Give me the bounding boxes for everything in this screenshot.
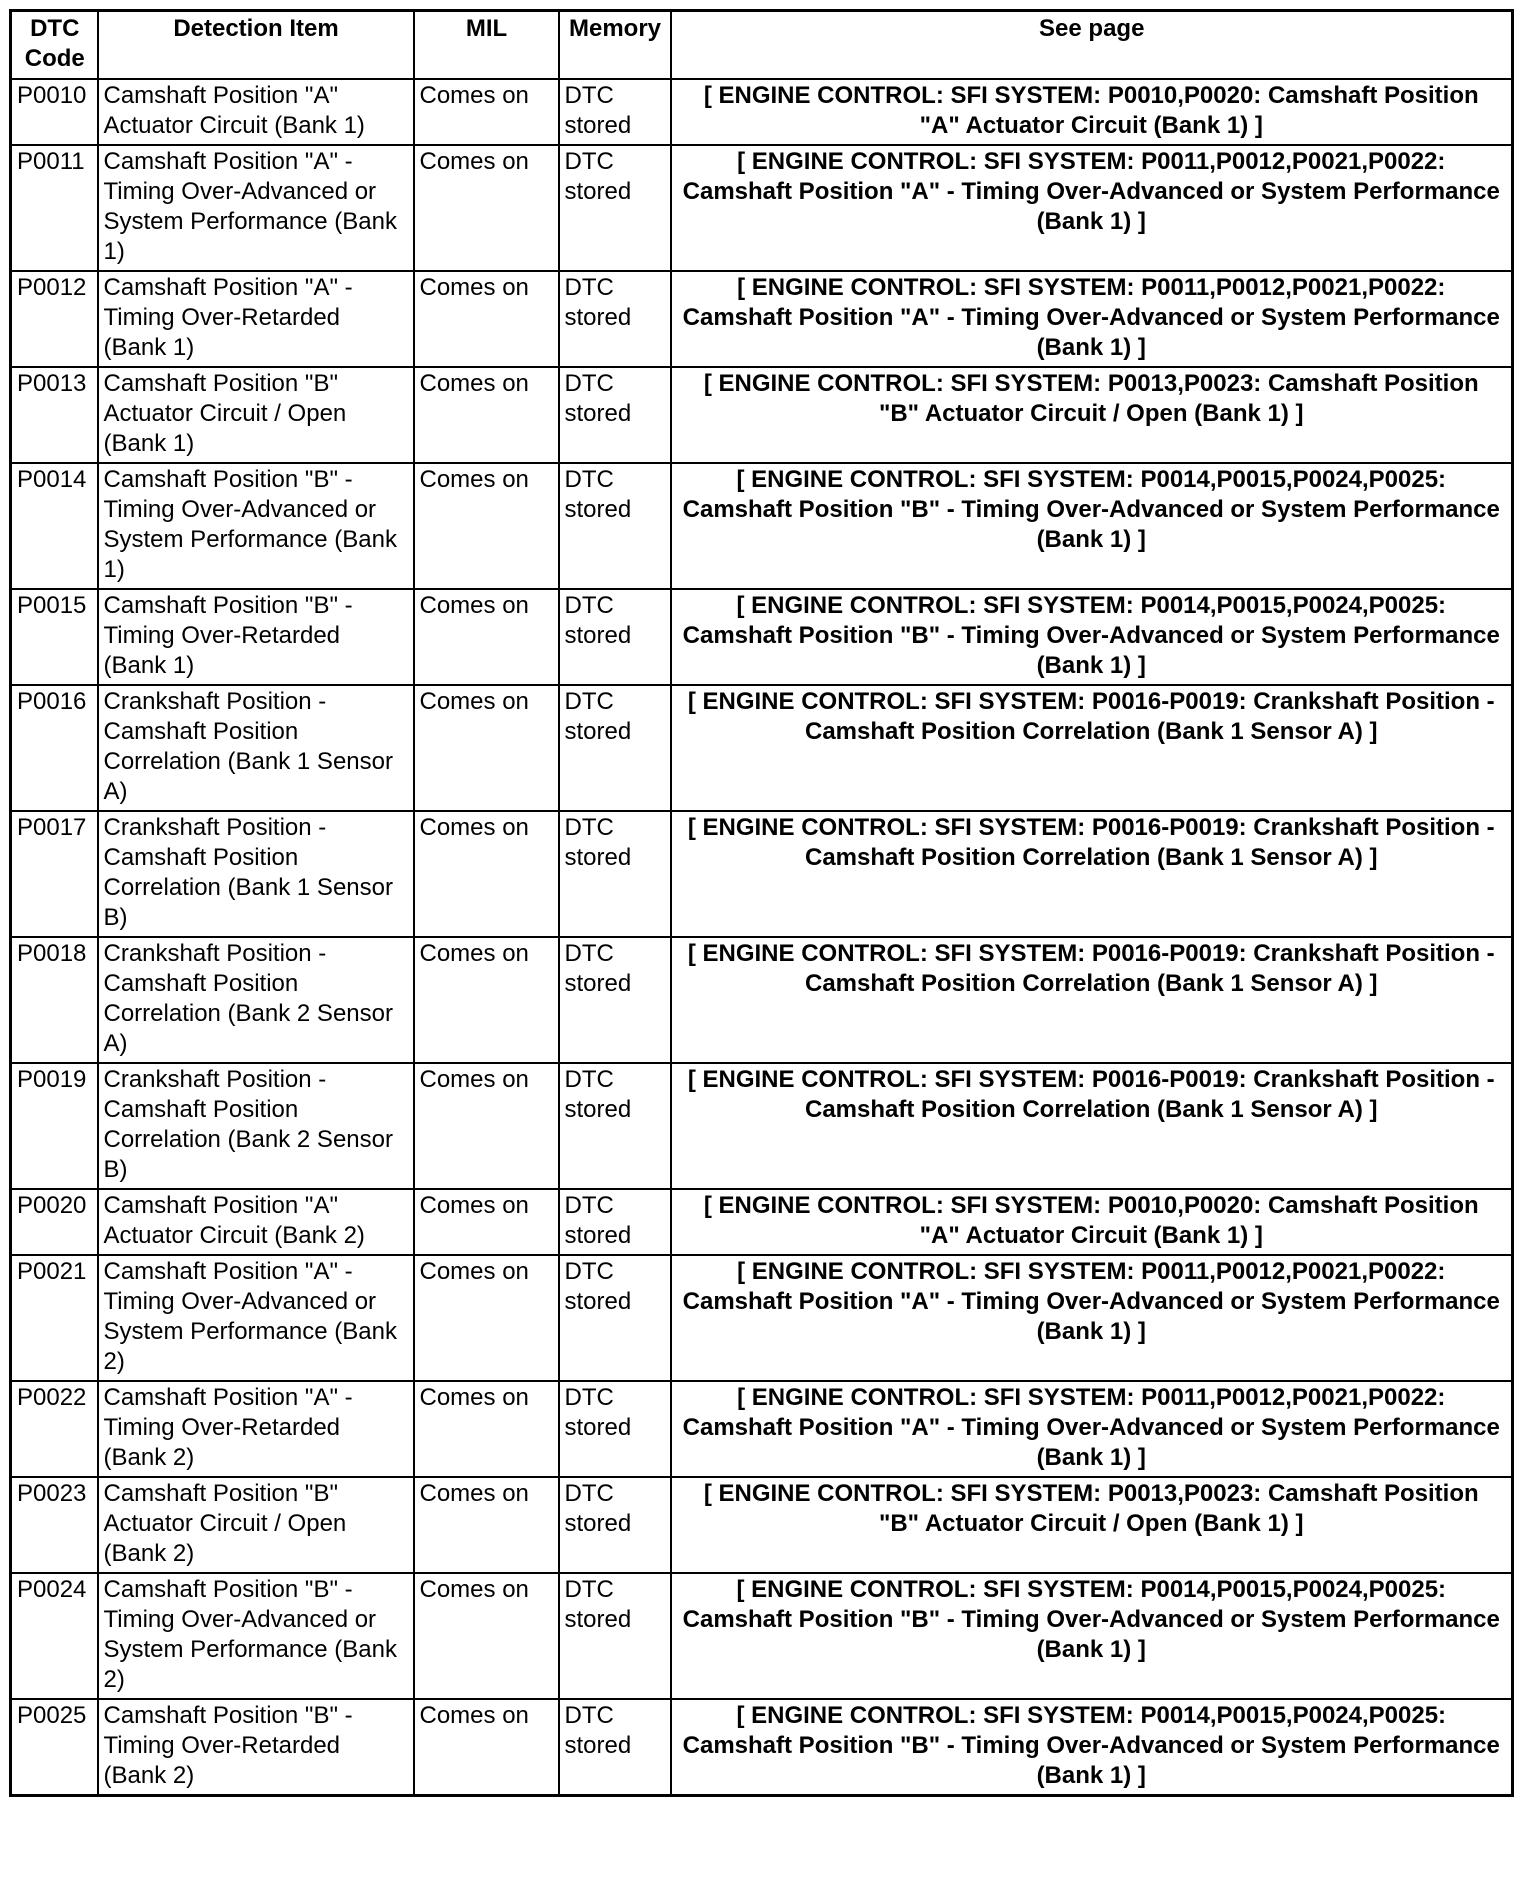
dtc-table <box>9 9 1514 1797</box>
detection-item-cell: Crankshaft Position - Camshaft Position Correlation (Bank 1 Sensor B) <box>98 811 414 937</box>
mil-cell: Comes on <box>414 271 559 367</box>
detection-item-cell: Crankshaft Position - Camshaft Position Correlation (Bank 2 Sensor B) <box>98 1063 414 1189</box>
see-page-link[interactable]: [ ENGINE CONTROL: SFI SYSTEM: P0016-P0019: Crankshaft Position - Camshaft Position Correlation (Bank 1 Sensor A) ] <box>671 685 1513 811</box>
memory-cell: DTC stored <box>559 271 671 367</box>
table-row <box>11 367 1513 463</box>
dtc-code-cell: P0011 <box>11 145 98 271</box>
memory-cell: DTC stored <box>559 1189 671 1255</box>
memory-cell: DTC stored <box>559 1699 671 1796</box>
table-row <box>11 463 1513 589</box>
dtc-code-cell: P0024 <box>11 1573 98 1699</box>
see-page-link[interactable]: [ ENGINE CONTROL: SFI SYSTEM: P0011,P0012,P0021,P0022: Camshaft Position "A" - Timing Over-Advanced or System Performance (Bank 1) ] <box>671 145 1513 271</box>
mil-cell: Comes on <box>414 1063 559 1189</box>
see-page-link[interactable]: [ ENGINE CONTROL: SFI SYSTEM: P0010,P0020: Camshaft Position "A" Actuator Circuit (Bank 1) ] <box>671 1189 1513 1255</box>
mil-cell: Comes on <box>414 1477 559 1573</box>
dtc-code-cell: P0017 <box>11 811 98 937</box>
table-row <box>11 811 1513 937</box>
see-page-link[interactable]: [ ENGINE CONTROL: SFI SYSTEM: P0016-P0019: Crankshaft Position - Camshaft Position Correlation (Bank 1 Sensor A) ] <box>671 811 1513 937</box>
memory-cell: DTC stored <box>559 79 671 145</box>
memory-cell: DTC stored <box>559 1255 671 1381</box>
table-row <box>11 589 1513 685</box>
detection-item-cell: Camshaft Position "B" - Timing Over-Retarded (Bank 1) <box>98 589 414 685</box>
table-row <box>11 271 1513 367</box>
table-row <box>11 937 1513 1063</box>
mil-cell: Comes on <box>414 589 559 685</box>
memory-cell: DTC stored <box>559 1381 671 1477</box>
detection-item-cell: Crankshaft Position - Camshaft Position Correlation (Bank 2 Sensor A) <box>98 937 414 1063</box>
see-page-link[interactable]: [ ENGINE CONTROL: SFI SYSTEM: P0011,P0012,P0021,P0022: Camshaft Position "A" - Timing Over-Advanced or System Performance (Bank 1) ] <box>671 271 1513 367</box>
memory-cell: DTC stored <box>559 589 671 685</box>
memory-cell: DTC stored <box>559 463 671 589</box>
mil-cell: Comes on <box>414 1255 559 1381</box>
see-page-link[interactable]: [ ENGINE CONTROL: SFI SYSTEM: P0014,P0015,P0024,P0025: Camshaft Position "B" - Timing Over-Advanced or System Performance (Bank 1) ] <box>671 589 1513 685</box>
table-row <box>11 1381 1513 1477</box>
detection-item-cell: Camshaft Position "A" Actuator Circuit (Bank 2) <box>98 1189 414 1255</box>
table-row <box>11 1063 1513 1189</box>
see-page-link[interactable]: [ ENGINE CONTROL: SFI SYSTEM: P0016-P0019: Crankshaft Position - Camshaft Position Correlation (Bank 1 Sensor A) ] <box>671 1063 1513 1189</box>
table-row <box>11 1699 1513 1796</box>
table-row <box>11 79 1513 145</box>
dtc-code-cell: P0023 <box>11 1477 98 1573</box>
dtc-code-cell: P0013 <box>11 367 98 463</box>
see-page-link[interactable]: [ ENGINE CONTROL: SFI SYSTEM: P0014,P0015,P0024,P0025: Camshaft Position "B" - Timing Over-Advanced or System Performance (Bank 1) ] <box>671 1573 1513 1699</box>
mil-cell: Comes on <box>414 1381 559 1477</box>
table-row <box>11 1255 1513 1381</box>
header-see-page: See page <box>671 11 1513 80</box>
detection-item-cell: Camshaft Position "B" Actuator Circuit / Open (Bank 1) <box>98 367 414 463</box>
see-page-link[interactable]: [ ENGINE CONTROL: SFI SYSTEM: P0014,P0015,P0024,P0025: Camshaft Position "B" - Timing Over-Advanced or System Performance (Bank 1) ] <box>671 1699 1513 1796</box>
dtc-code-cell: P0018 <box>11 937 98 1063</box>
detection-item-cell: Crankshaft Position - Camshaft Position Correlation (Bank 1 Sensor A) <box>98 685 414 811</box>
see-page-link[interactable]: [ ENGINE CONTROL: SFI SYSTEM: P0010,P0020: Camshaft Position "A" Actuator Circuit (Bank 1) ] <box>671 79 1513 145</box>
see-page-link[interactable]: [ ENGINE CONTROL: SFI SYSTEM: P0014,P0015,P0024,P0025: Camshaft Position "B" - Timing Over-Advanced or System Performance (Bank 1) ] <box>671 463 1513 589</box>
memory-cell: DTC stored <box>559 145 671 271</box>
mil-cell: Comes on <box>414 937 559 1063</box>
memory-cell: DTC stored <box>559 685 671 811</box>
table-row <box>11 685 1513 811</box>
detection-item-cell: Camshaft Position "A" - Timing Over-Advanced or System Performance (Bank 2) <box>98 1255 414 1381</box>
dtc-code-cell: P0012 <box>11 271 98 367</box>
memory-cell: DTC stored <box>559 937 671 1063</box>
header-mil: MIL <box>414 11 559 80</box>
memory-cell: DTC stored <box>559 367 671 463</box>
dtc-code-cell: P0019 <box>11 1063 98 1189</box>
detection-item-cell: Camshaft Position "B" - Timing Over-Advanced or System Performance (Bank 1) <box>98 463 414 589</box>
dtc-code-cell: P0020 <box>11 1189 98 1255</box>
table-row <box>11 1189 1513 1255</box>
memory-cell: DTC stored <box>559 1063 671 1189</box>
mil-cell: Comes on <box>414 367 559 463</box>
dtc-code-cell: P0021 <box>11 1255 98 1381</box>
memory-cell: DTC stored <box>559 1573 671 1699</box>
dtc-code-cell: P0016 <box>11 685 98 811</box>
mil-cell: Comes on <box>414 1699 559 1796</box>
table-row <box>11 1573 1513 1699</box>
memory-cell: DTC stored <box>559 1477 671 1573</box>
detection-item-cell: Camshaft Position "A" - Timing Over-Retarded (Bank 2) <box>98 1381 414 1477</box>
detection-item-cell: Camshaft Position "A" Actuator Circuit (Bank 1) <box>98 79 414 145</box>
header-row <box>11 11 1513 80</box>
header-dtc-code: DTC Code <box>11 11 98 80</box>
detection-item-cell: Camshaft Position "B" - Timing Over-Advanced or System Performance (Bank 2) <box>98 1573 414 1699</box>
mil-cell: Comes on <box>414 79 559 145</box>
mil-cell: Comes on <box>414 811 559 937</box>
mil-cell: Comes on <box>414 1573 559 1699</box>
table-row <box>11 1477 1513 1573</box>
mil-cell: Comes on <box>414 463 559 589</box>
header-memory: Memory <box>559 11 671 80</box>
mil-cell: Comes on <box>414 145 559 271</box>
see-page-link[interactable]: [ ENGINE CONTROL: SFI SYSTEM: P0011,P0012,P0021,P0022: Camshaft Position "A" - Timing Over-Advanced or System Performance (Bank 1) ] <box>671 1255 1513 1381</box>
detection-item-cell: Camshaft Position "A" - Timing Over-Advanced or System Performance (Bank 1) <box>98 145 414 271</box>
mil-cell: Comes on <box>414 685 559 811</box>
see-page-link[interactable]: [ ENGINE CONTROL: SFI SYSTEM: P0013,P0023: Camshaft Position "B" Actuator Circuit / Open (Bank 1) ] <box>671 367 1513 463</box>
table-row <box>11 145 1513 271</box>
dtc-code-cell: P0025 <box>11 1699 98 1796</box>
dtc-code-cell: P0015 <box>11 589 98 685</box>
mil-cell: Comes on <box>414 1189 559 1255</box>
detection-item-cell: Camshaft Position "B" Actuator Circuit / Open (Bank 2) <box>98 1477 414 1573</box>
see-page-link[interactable]: [ ENGINE CONTROL: SFI SYSTEM: P0016-P0019: Crankshaft Position - Camshaft Position Correlation (Bank 1 Sensor A) ] <box>671 937 1513 1063</box>
see-page-link[interactable]: [ ENGINE CONTROL: SFI SYSTEM: P0011,P0012,P0021,P0022: Camshaft Position "A" - Timing Over-Advanced or System Performance (Bank 1) ] <box>671 1381 1513 1477</box>
dtc-code-cell: P0022 <box>11 1381 98 1477</box>
header-detection-item: Detection Item <box>98 11 414 80</box>
see-page-link[interactable]: [ ENGINE CONTROL: SFI SYSTEM: P0013,P0023: Camshaft Position "B" Actuator Circuit / Open (Bank 1) ] <box>671 1477 1513 1573</box>
detection-item-cell: Camshaft Position "B" - Timing Over-Retarded (Bank 2) <box>98 1699 414 1796</box>
memory-cell: DTC stored <box>559 811 671 937</box>
dtc-code-cell: P0010 <box>11 79 98 145</box>
dtc-code-cell: P0014 <box>11 463 98 589</box>
detection-item-cell: Camshaft Position "A" - Timing Over-Retarded (Bank 1) <box>98 271 414 367</box>
